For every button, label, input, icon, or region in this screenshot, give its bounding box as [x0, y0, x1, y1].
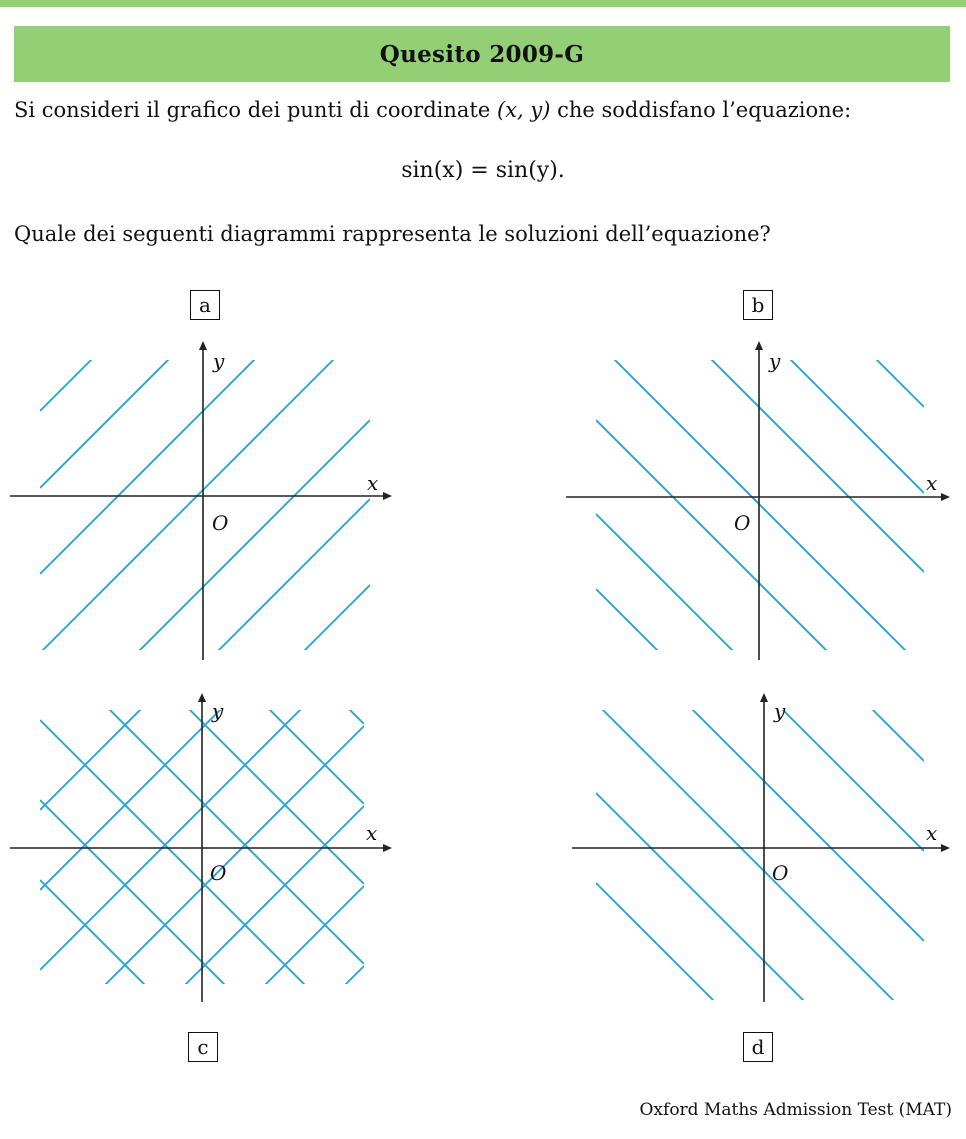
- equation-right: sin(y): [495, 158, 558, 183]
- diagram-d-x-label: x: [926, 821, 938, 845]
- diagram-a-origin-label: O: [212, 511, 229, 535]
- diagram-a[interactable]: [0, 330, 420, 660]
- diagram-a-x-arrow-icon: [383, 492, 392, 500]
- diagram-c[interactable]: [0, 680, 420, 1010]
- option-b-label[interactable]: b: [743, 290, 773, 320]
- question-text: Quale dei seguenti diagrammi rappresenta le soluzioni dell’equazione?: [14, 222, 771, 246]
- intro-before: Si consideri il grafico dei punti di coordinate: [14, 98, 497, 122]
- diagram-c-x-arrow-icon: [383, 844, 392, 852]
- diagram-b-x-arrow-icon: [941, 493, 950, 501]
- equation-left: sin(x): [401, 158, 464, 183]
- intro-after: che soddisfano l’equazione:: [550, 98, 852, 122]
- source-footer: Oxford Maths Admission Test (MAT): [639, 1100, 952, 1120]
- diagram-a-y-label: y: [213, 349, 225, 373]
- diagram-d[interactable]: [560, 680, 966, 1010]
- diagram-c-y-arrow-icon: [198, 693, 206, 702]
- diagram-b-y-label: y: [769, 349, 781, 373]
- diagram-c-origin-label: O: [210, 861, 227, 885]
- diagram-c-y-label: y: [212, 699, 224, 723]
- diagram-a-x-label: x: [367, 471, 379, 495]
- top-accent-strip: [0, 0, 966, 7]
- equation: [0, 158, 966, 183]
- diagram-d-y-label: y: [774, 699, 786, 723]
- diagram-b[interactable]: [560, 330, 966, 660]
- diagram-b-x-label: x: [926, 471, 938, 495]
- equation-equals: =: [463, 158, 496, 183]
- title-bar: [14, 26, 950, 82]
- option-a-label[interactable]: a: [190, 290, 220, 320]
- diagram-c-x-label: x: [366, 821, 378, 845]
- option-c-label[interactable]: c: [188, 1032, 218, 1062]
- diagram-d-y-arrow-icon: [760, 693, 768, 702]
- diagram-a-y-arrow-icon: [199, 341, 207, 350]
- diagram-d-x-arrow-icon: [941, 844, 950, 852]
- page-title: Quesito 2009-G: [379, 40, 585, 68]
- option-d-label[interactable]: d: [743, 1032, 773, 1062]
- diagram-b-y-arrow-icon: [755, 341, 763, 350]
- intro-coords: (x, y): [496, 98, 551, 122]
- equation-end: .: [557, 158, 565, 183]
- diagram-b-origin-label: O: [734, 511, 751, 535]
- intro-text: [14, 98, 851, 122]
- diagram-d-origin-label: O: [772, 861, 789, 885]
